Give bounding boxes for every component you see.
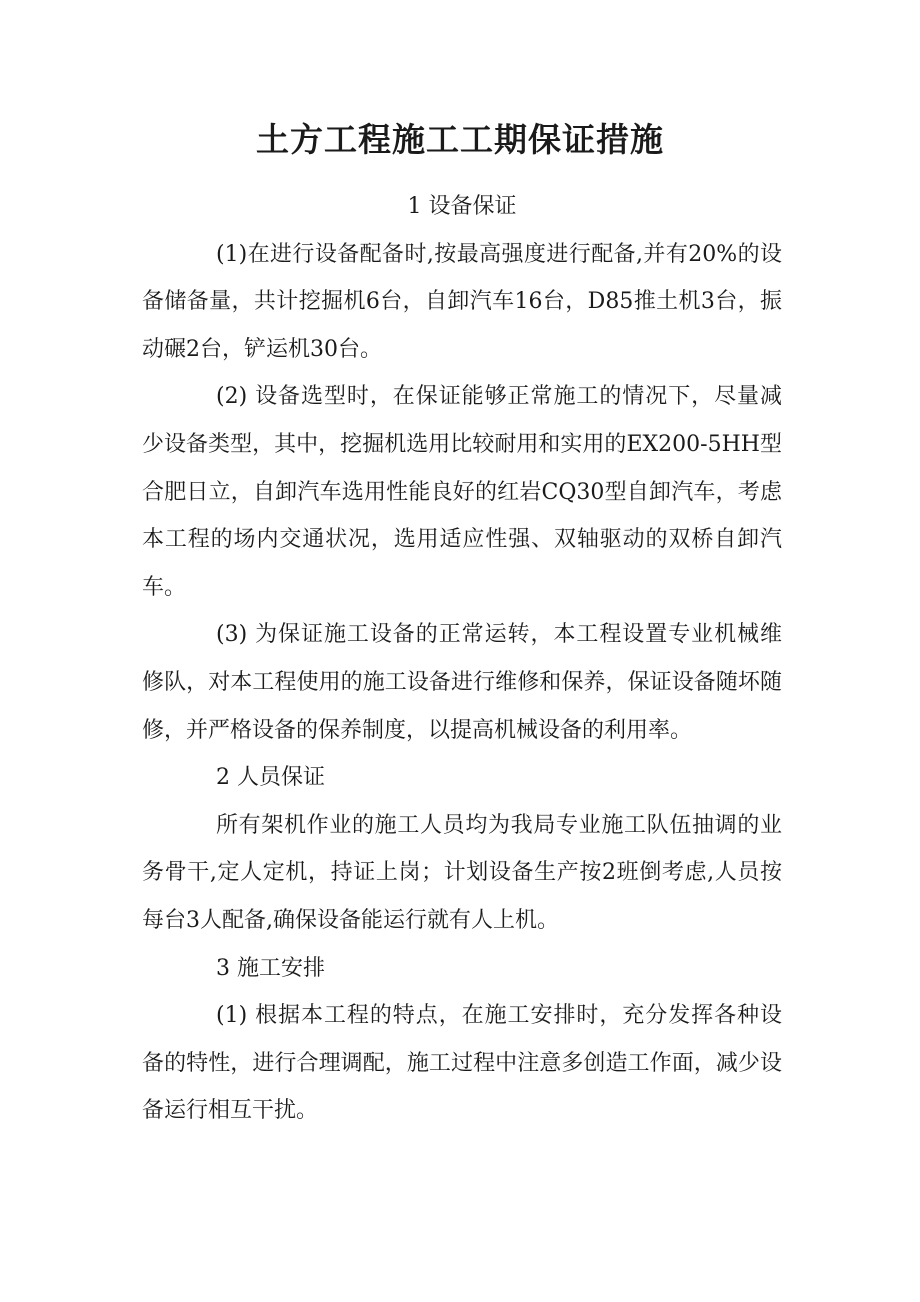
section-heading-personnel: 2 人员保证 — [216, 765, 325, 791]
section-heading-arrangement: 3 施工安排 — [216, 955, 325, 981]
paragraph-equipment-selection: (2) 设备选型时，在保证能够正常施工的情况下，尽量减少设备类型，其中，挖掘机选用比较耐用和实用的EX200-5HH型合肥日立，自卸汽车选用性能良好的红岩CQ30型自卸汽车，考虑本工程的场内交通状况，选用适应性强、双轴驱动的双桥自卸汽车。 — [142, 384, 782, 600]
section-heading-equipment: 1 设备保证 — [407, 194, 517, 219]
paragraph-equipment-allocation: (1)在进行设备配备时,按最高强度进行配备,并有20%的设备储备量，共计挖掘机6台，自卸汽车16台，D85推土机3台，振动碾2台，铲运机30台。 — [142, 241, 782, 362]
document-body — [142, 183, 782, 1135]
paragraph-arrangement: (1) 根据本工程的特点，在施工安排时，充分发挥各种设备的特性，进行合理调配，施工过程中注意多创造工作面，减少设备运行相互干扰。 — [142, 1003, 782, 1124]
paragraph-equipment-maintenance: (3) 为保证施工设备的正常运转，本工程设置专业机械维修队，对本工程使用的施工设备进行维修和保养，保证设备随坏随修，并严格设备的保养制度，以提高机械设备的利用率。 — [142, 622, 782, 743]
document-title: 土方工程施工工期保证措施 — [256, 120, 664, 159]
paragraph-personnel: 所有架机作业的施工人员均为我局专业施工队伍抽调的业务骨干,定人定机，持证上岗；计划设备生产按2班倒考虑,人员按每台3人配备,确保设备能运行就有人上机。 — [142, 812, 782, 933]
